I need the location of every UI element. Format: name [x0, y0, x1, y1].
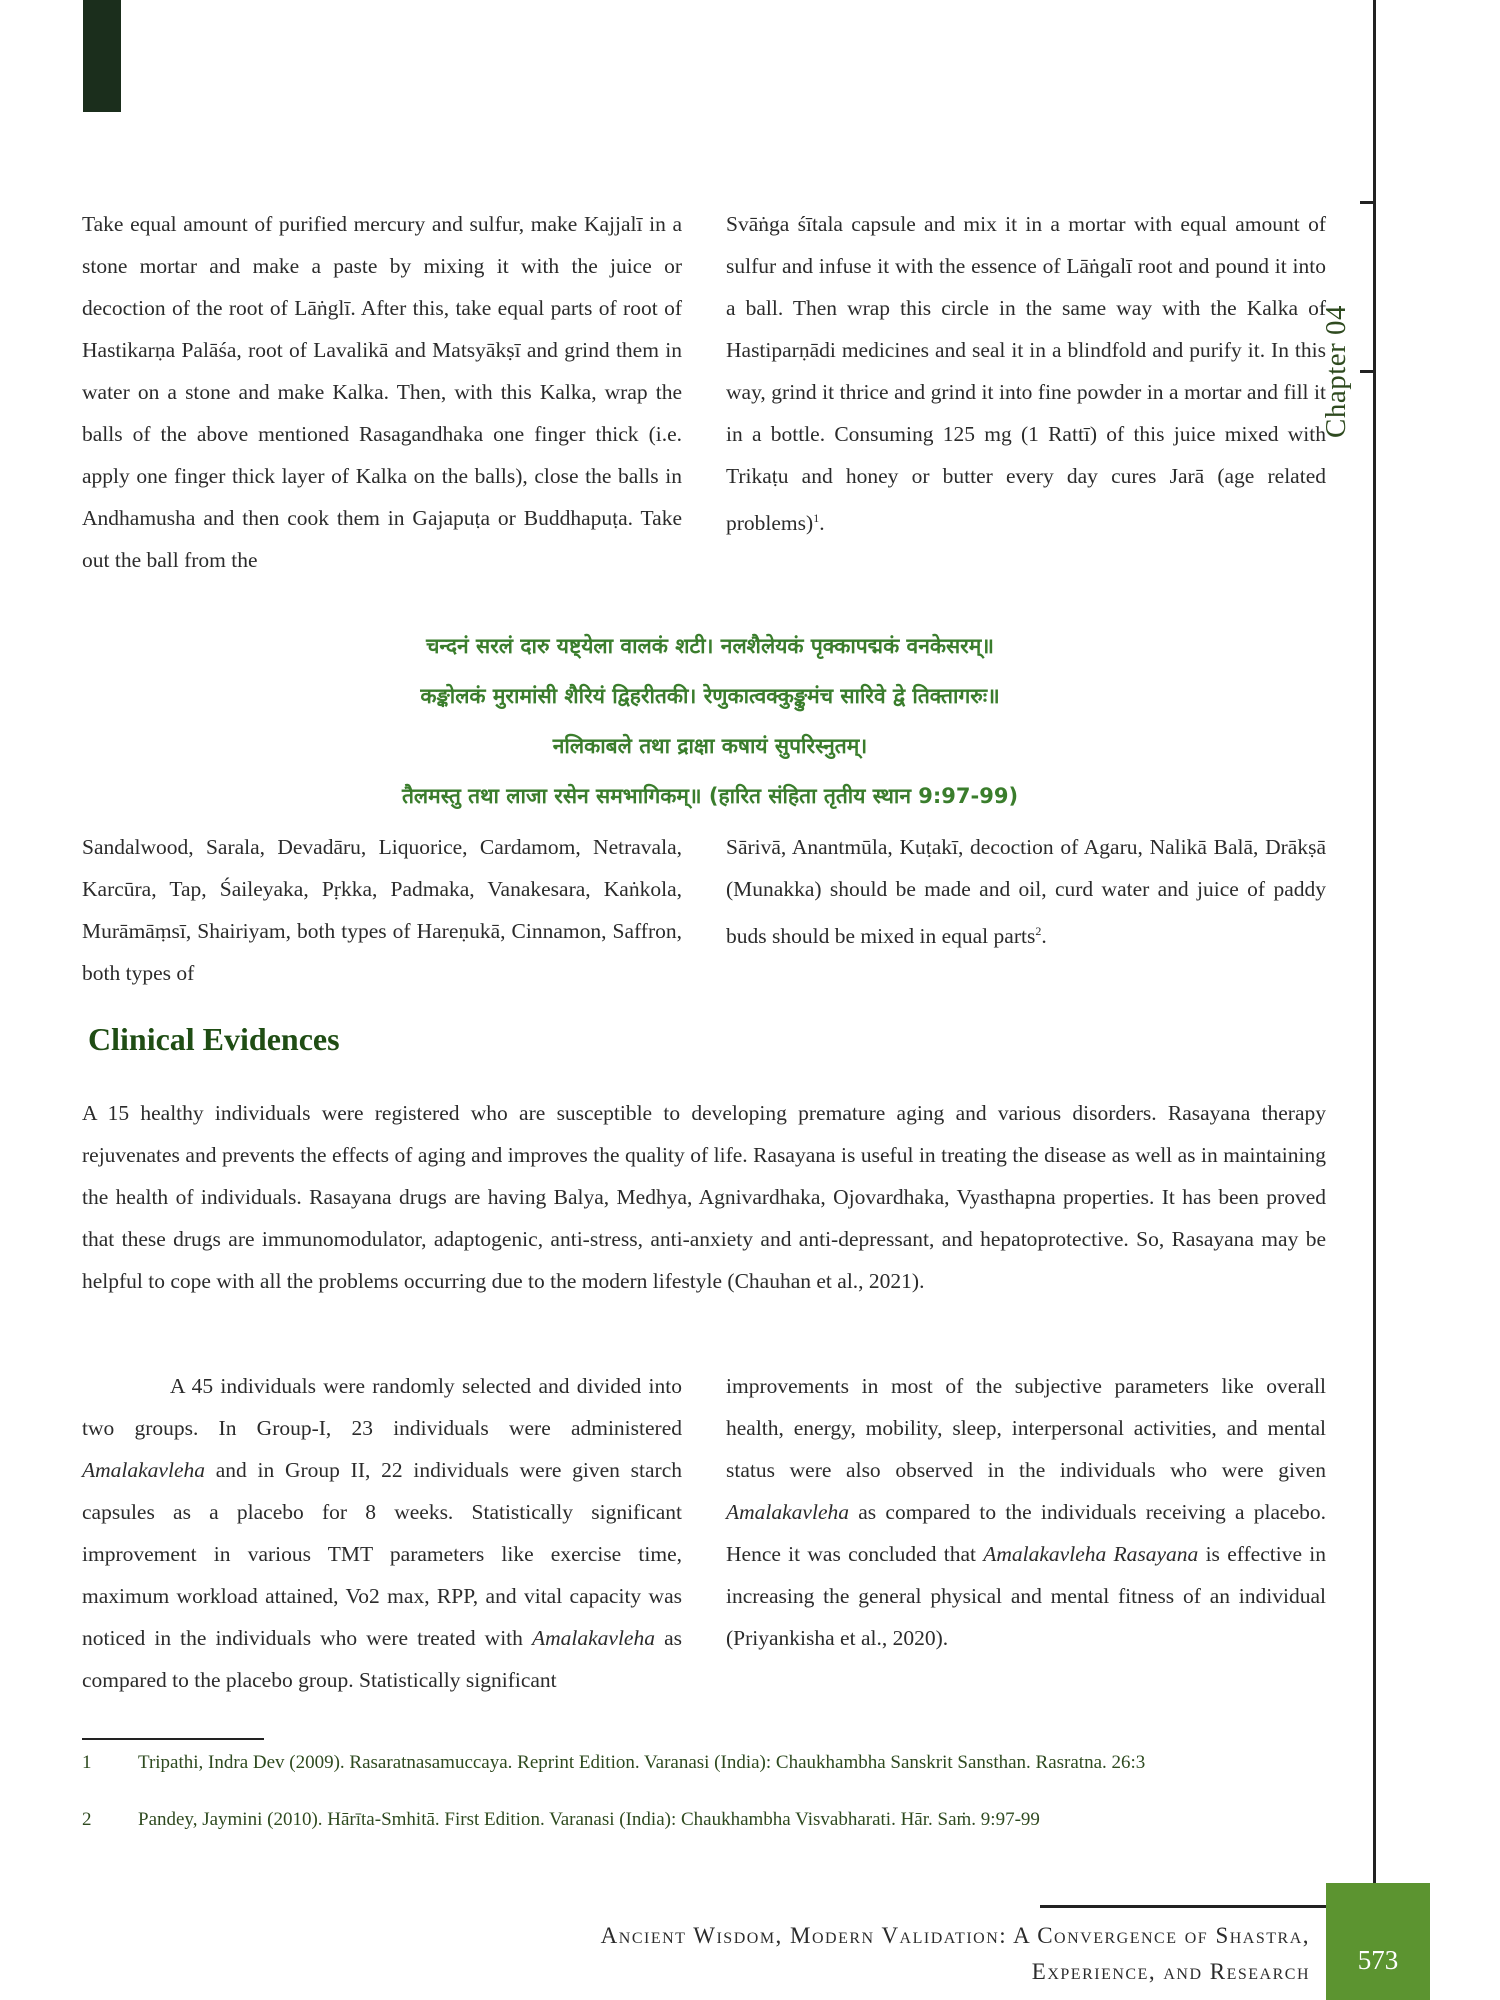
footnote-text: Tripathi, Indra Dev (2009). Rasaratnasamuccaya. Reprint Edition. Varanasi (India): Chaukhambha Sanskrit Sansthan. Rasratna. 26:3 — [138, 1752, 1146, 1773]
verse-right-column — [726, 826, 1326, 957]
side-tick-top — [1360, 201, 1376, 204]
clinical-right-text-b: as compared to the individuals receiving a placebo. Hence it was concluded that — [726, 1500, 1326, 1566]
footnote-ref-2[interactable]: 2 — [1035, 924, 1042, 938]
clinical-right-text-c: is effective in increasing the general physical and mental fitness of an individual (Priyankisha et al., 2020). — [726, 1542, 1326, 1650]
footer-title — [601, 1918, 1310, 1990]
footnote-rule — [82, 1738, 264, 1740]
clinical-right-paragraph — [726, 1365, 1326, 1659]
footnote-number: 2 — [82, 1809, 92, 1830]
footnote-ref-1[interactable]: 1 — [813, 511, 820, 525]
side-tick-bottom — [1360, 370, 1376, 373]
sanskrit-verse-line-2: कङ्कोलकं मुरामांसी शैरियं द्विहरीतकी। रेणुकात्वक्कुङ्कुमंच सारिवे द्वे तिक्तागरुः॥ — [420, 684, 1000, 708]
clinical-right-column — [726, 1365, 1326, 1659]
top-left-column — [82, 203, 682, 581]
side-rule — [1373, 0, 1376, 1905]
clinical-left-text-a: A 45 individuals were randomly selected and divided into two groups. In Group-I, 23 individuals were administered — [82, 1374, 682, 1440]
footer-title-line-2: Experience, and Research — [1031, 1959, 1310, 1984]
sanskrit-verse-line-4: तैलमस्तु तथा लाजा रसेन समभागिकम्॥ (हारित संहिता तृतीय स्थान 9:97-99) — [401, 784, 1019, 808]
verse-right-end: . — [1041, 924, 1047, 949]
footnote-text: Pandey, Jaymini (2010). Hārīta-Smhitā. First Edition. Varanasi (India): Chaukhambha Visvabharati. Hār. Saṁ. 9:97-99 — [138, 1809, 1040, 1830]
drug-name: Amalakavleha Rasayana — [983, 1542, 1199, 1566]
sanskrit-verse-line-1: चन्दनं सरलं दारु यष्ट्येला वालकं शटी। नलशैलेयकं पृक्कापद्मकं वनकेसरम्॥ — [426, 634, 994, 658]
verse-right-text: Sārivā, Anantmūla, Kuṭakī, decoction of Agaru, Nalikā Balā, Drākṣā (Munakka) should be made and oil, curd water and juice of paddy buds should be mixed in equal parts — [726, 835, 1326, 949]
clinical-left-text-c: as compared to the placebo group. Statistically significant — [82, 1626, 682, 1692]
footnote-number: 1 — [82, 1752, 92, 1773]
top-left-paragraph: Take equal amount of purified mercury and sulfur, make Kajjalī in a stone mortar and make a paste by mixing it with the juice or decoction of the root of Lāṅglī. After this, take equal parts of root of Hastikarṇa Palāśa, root of Lavalikā and Matsyākṣī and grind them in water on a stone and make Kalka. Then, with this Kalka, wrap the balls of the above mentioned Rasagandhaka one finger thick (i.e. apply one finger thick layer of Kalka on the balls), close the balls in Andhamusha and then cook them in Gajapuṭa or Buddhapuṭa. Take out the ball from the — [82, 212, 682, 572]
clinical-left-paragraph — [82, 1365, 682, 1701]
clinical-right-text-a: improvements in most of the subjective parameters like overall health, energy, mobility, sleep, interpersonal activities, and mental status were also observed in the individuals who were given — [726, 1374, 1326, 1482]
sanskrit-verse-line-3: नलिकाबले तथा द्राक्षा कषायं सुपरिस्नुतम्। — [552, 734, 868, 758]
drug-name: Amalakavleha — [82, 1458, 205, 1482]
clinical-left-column — [82, 1365, 682, 1701]
top-right-paragraph — [726, 203, 1326, 544]
drug-name: Amalakavleha — [726, 1500, 849, 1524]
corner-decoration — [83, 0, 121, 112]
footer-title-line-1: Ancient Wisdom, Modern Validation: A Convergence of Shastra, — [600, 1923, 1310, 1948]
top-right-column — [726, 203, 1326, 544]
verse-left-column — [82, 826, 682, 994]
clinical-paragraph-1: A 15 healthy individuals were registered who are susceptible to developing premature aging and various disorders. Rasayana therapy rejuvenates and prevents the effects of aging and improves the quality of life. Rasayana is useful in treating the disease as well as in maintaining the health of individuals. Rasayana drugs are having Balya, Medhya, Agnivardhaka, Ojovardhaka, Vyasthapna properties. It has been proved that these drugs are immunomodulator, adaptogenic, anti-stress, anti-anxiety and anti-depressant, and hepatoprotective. So, Rasayana may be helpful to cope with all the problems occurring due to the modern lifestyle (Chauhan et al., 2021). — [82, 1101, 1326, 1293]
page-number: 573 — [1357, 1945, 1399, 1975]
top-right-text: Svāṅga śītala capsule and mix it in a mortar with equal amount of sulfur and infuse it with the essence of Lāṅgalī root and pound it into a ball. Then wrap this circle in the same way with the Kalka of Hastiparṇādi medicines and seal it in a blindfold and purify it. In this way, grind it thrice and grind it into fine powder in a mortar and fill it in a bottle. Consuming 125 mg (1 Rattī) of this juice mixed with Trikaṭu and honey or butter every day cures Jarā (age related problems) — [726, 212, 1326, 536]
verse-left-paragraph: Sandalwood, Sarala, Devadāru, Liquorice, Cardamom, Netravala, Karcūra, Tap, Śaileyaka, Pṛkka, Padmaka, Vanakesara, Kaṅkola, Murāmāṃsī, Shairiyam, both types of Hareṇukā, Cinnamon, Saffron, both types of — [82, 835, 682, 985]
section-heading: Clinical Evidences — [88, 1021, 340, 1057]
chapter-label: Chapter 04 — [1320, 304, 1352, 438]
clinical-left-text-b: and in Group II, 22 individuals were given starch capsules as a placebo for 8 weeks. Statistically significant improvement in various TMT parameters like exercise time, maximum workload attained, Vo2 max, RPP, and vital capacity was noticed in the individuals who were treated with — [82, 1458, 682, 1650]
top-right-end: . — [819, 511, 825, 536]
verse-right-paragraph — [726, 826, 1326, 957]
drug-name: Amalakavleha — [531, 1626, 655, 1650]
page-number-box — [1326, 1883, 1430, 2000]
